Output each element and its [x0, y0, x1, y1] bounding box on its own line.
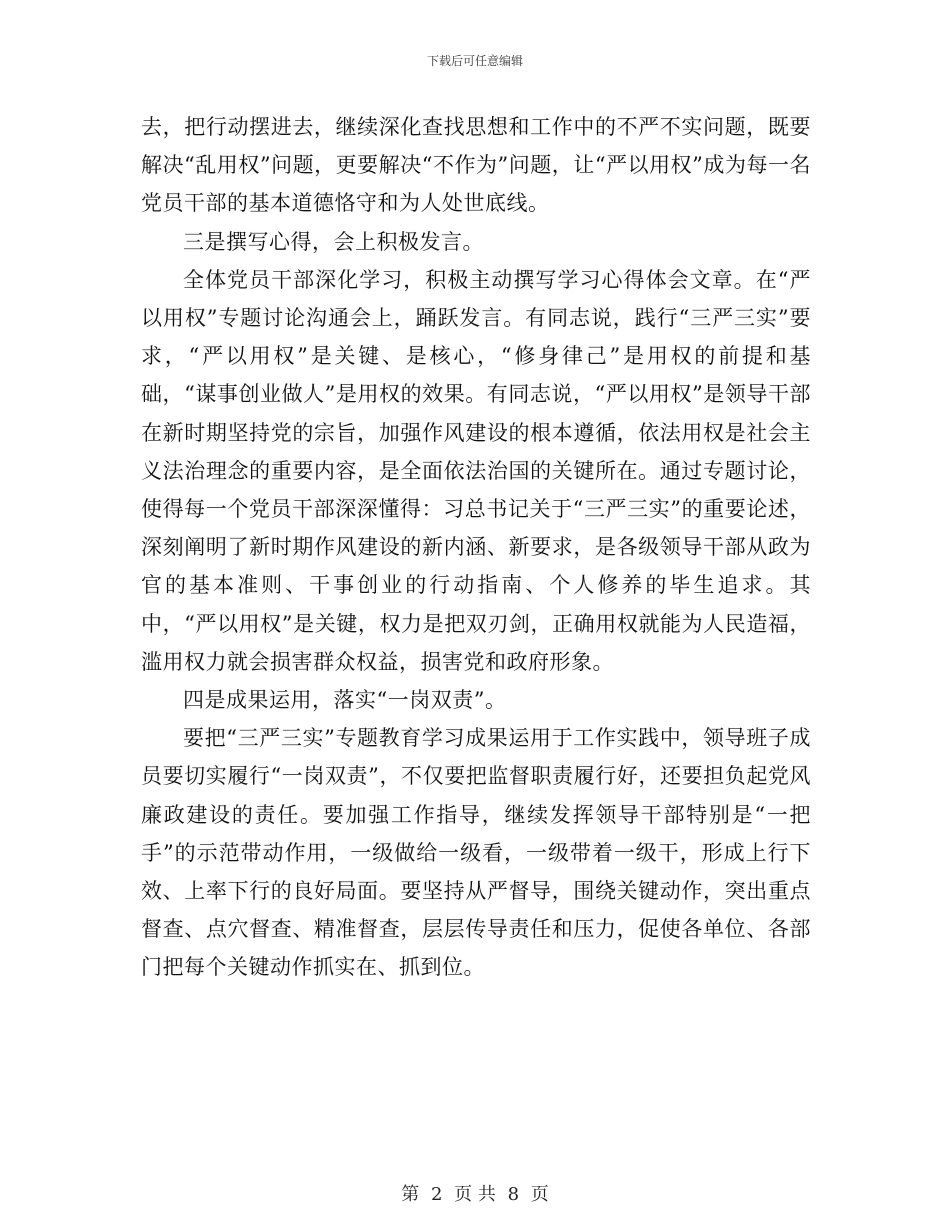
page-header-note: 下载后可任意编辑	[426, 54, 523, 68]
footer-suffix: 页	[530, 1184, 549, 1205]
paragraph-heading-four: 四是成果运用，落实“一岗双责”。	[183, 688, 507, 713]
page-footer	[0, 1180, 950, 1206]
paragraph-continued: 去，把行动摆进去，继续深化查找思想和工作中的不严不实问题，既要解决“乱用权”问题，更要解决“不作为”问题，让“严以用权”成为每一名党员干部的基本道德恪守和为人处世底线。	[141, 115, 811, 216]
footer-prefix: 第	[401, 1184, 420, 1205]
footer-page-number: 2	[430, 1184, 443, 1205]
paragraph-heading-three: 三是撰写心得，会上积极发言。	[183, 229, 484, 254]
footer-total-pages: 8	[507, 1184, 520, 1205]
document-body	[141, 108, 811, 987]
paragraph-study-discussion: 全体党员干部深化学习，积极主动撰写学习心得体会文章。在“严以用权”专题讨论沟通会上，踊跃发言。有同志说，践行“三严三实”要求，“严以用权”是关键、是核心，“修身律己”是用权的前提和基础，“谋事创业做人”是用权的效果。有同志说，“严以用权”是领导干部在新时期坚持党的宗旨，加强作风建设的根本遵循，依法用权是社会主义法治理念的重要内容，是全面依法治国的关键所在。通过专题讨论，使得每一个党员干部深深懂得：习总书记关于“三严三实”的重要论述，深刻阐明了新时期作风建设的新内涵、新要求，是各级领导干部从政为官的基本准则、干事创业的行动指南、个人修养的毕生追求。其中，“严以用权”是关键，权力是把双刃剑，正确用权就能为人民造福，滥用权力就会损害群众权益，损害党和政府形象。	[141, 267, 811, 674]
paragraph-results-application: 要把“三严三实”专题教育学习成果运用于工作实践中，领导班子成员要切实履行“一岗双责”，不仅要把监督职责履行好，还要担负起党风廉政建设的责任。要加强工作指导，继续发挥领导干部特别是“一把手”的示范带动作用，一级做给一级看，一级带着一级干，形成上行下效、上率下行的良好局面。要坚持从严督导，围绕关键动作，突出重点督查、点穴督查、精准督查，层层传导责任和压力，促使各单位、各部门把每个关键动作抓实在、抓到位。	[141, 726, 811, 980]
footer-middle: 页 共	[454, 1184, 496, 1205]
